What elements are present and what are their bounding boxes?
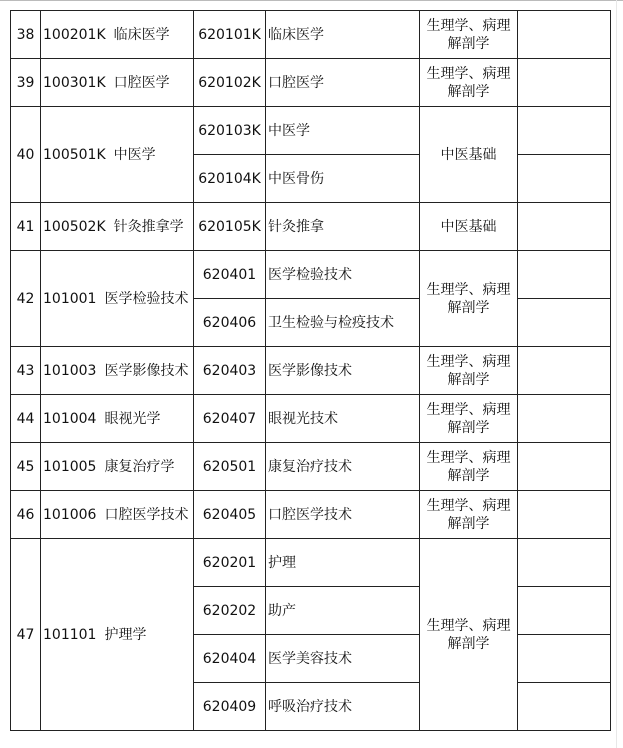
- table-row: [11, 395, 611, 443]
- exam-subject: 中医基础: [420, 203, 518, 251]
- row-number: 46: [11, 491, 41, 539]
- major-mapping-table: [10, 10, 611, 731]
- extra-empty-cell: [518, 539, 611, 587]
- table-row: [11, 107, 611, 155]
- new-major-name: 中医学: [266, 107, 420, 155]
- old-major-code: 100201K: [43, 26, 106, 43]
- extra-empty-cell: [518, 155, 611, 203]
- old-major-cell: [41, 347, 194, 395]
- new-major-code: 620406: [194, 299, 266, 347]
- new-major-code: 620409: [194, 683, 266, 731]
- table-row: [11, 443, 611, 491]
- new-major-code: 620404: [194, 635, 266, 683]
- old-major-cell: [41, 443, 194, 491]
- new-major-code: 620102K: [194, 59, 266, 107]
- new-major-code: 620202: [194, 587, 266, 635]
- exam-subject: 中医基础: [420, 107, 518, 203]
- row-number: 41: [11, 203, 41, 251]
- extra-empty-cell: [518, 59, 611, 107]
- new-major-name: 护理: [266, 539, 420, 587]
- old-major-code: 101006: [43, 506, 97, 523]
- old-major-cell: [41, 251, 194, 347]
- extra-empty-cell: [518, 443, 611, 491]
- old-major-name: 口腔医学: [113, 74, 170, 91]
- old-major-cell: [41, 491, 194, 539]
- old-major-name: 康复治疗学: [104, 458, 175, 475]
- new-major-name: 针灸推拿: [266, 203, 420, 251]
- new-major-code: 620101K: [194, 11, 266, 59]
- row-number: 39: [11, 59, 41, 107]
- new-major-code: 620103K: [194, 107, 266, 155]
- table-row: [11, 203, 611, 251]
- new-major-name: 医学美容技术: [266, 635, 420, 683]
- old-major-code: 101003: [43, 362, 97, 379]
- new-major-code: 620501: [194, 443, 266, 491]
- table-row: [11, 347, 611, 395]
- new-major-code: 620201: [194, 539, 266, 587]
- table-body: [11, 11, 611, 731]
- exam-subject: 生理学、病理解剖学: [420, 443, 518, 491]
- new-major-name: 呼吸治疗技术: [266, 683, 420, 731]
- new-major-code: 620405: [194, 491, 266, 539]
- row-number: 47: [11, 539, 41, 731]
- extra-empty-cell: [518, 203, 611, 251]
- old-major-code: 101004: [43, 410, 97, 427]
- extra-empty-cell: [518, 299, 611, 347]
- old-major-name: 临床医学: [113, 26, 170, 43]
- old-major-code: 101005: [43, 458, 97, 475]
- row-number: 38: [11, 11, 41, 59]
- extra-empty-cell: [518, 107, 611, 155]
- old-major-name: 护理学: [104, 626, 147, 643]
- old-major-cell: [41, 107, 194, 203]
- old-major-code: 100502K: [43, 218, 106, 235]
- old-major-name: 眼视光学: [104, 410, 161, 427]
- old-major-name: 针灸推拿学: [113, 218, 184, 235]
- table-row: [11, 539, 611, 587]
- old-major-name: 口腔医学技术: [104, 506, 189, 523]
- table-row: [11, 491, 611, 539]
- new-major-name: 助产: [266, 587, 420, 635]
- old-major-cell: [41, 59, 194, 107]
- exam-subject: 生理学、病理解剖学: [420, 395, 518, 443]
- new-major-code: 620104K: [194, 155, 266, 203]
- extra-empty-cell: [518, 635, 611, 683]
- table-row: [11, 59, 611, 107]
- extra-empty-cell: [518, 11, 611, 59]
- table-row: [11, 251, 611, 299]
- old-major-name: 中医学: [113, 146, 156, 163]
- new-major-code: 620105K: [194, 203, 266, 251]
- row-number: 45: [11, 443, 41, 491]
- old-major-cell: [41, 203, 194, 251]
- new-major-name: 眼视光技术: [266, 395, 420, 443]
- new-major-name: 卫生检验与检疫技术: [266, 299, 420, 347]
- old-major-cell: [41, 539, 194, 731]
- exam-subject: 生理学、病理解剖学: [420, 347, 518, 395]
- extra-empty-cell: [518, 491, 611, 539]
- exam-subject: 生理学、病理解剖学: [420, 59, 518, 107]
- extra-empty-cell: [518, 251, 611, 299]
- exam-subject: 生理学、病理解剖学: [420, 11, 518, 59]
- row-number: 40: [11, 107, 41, 203]
- new-major-name: 口腔医学技术: [266, 491, 420, 539]
- old-major-code: 100301K: [43, 74, 106, 91]
- new-major-name: 康复治疗技术: [266, 443, 420, 491]
- new-major-name: 口腔医学: [266, 59, 420, 107]
- new-major-code: 620403: [194, 347, 266, 395]
- new-major-code: 620401: [194, 251, 266, 299]
- row-number: 44: [11, 395, 41, 443]
- exam-subject: 生理学、病理解剖学: [420, 491, 518, 539]
- major-mapping-table-container: [10, 10, 610, 731]
- new-major-code: 620407: [194, 395, 266, 443]
- new-major-name: 医学检验技术: [266, 251, 420, 299]
- table-row: [11, 11, 611, 59]
- page-edge-line: [616, 0, 617, 748]
- new-major-name: 临床医学: [266, 11, 420, 59]
- exam-subject: 生理学、病理解剖学: [420, 539, 518, 731]
- extra-empty-cell: [518, 587, 611, 635]
- row-number: 43: [11, 347, 41, 395]
- old-major-name: 医学检验技术: [104, 290, 189, 307]
- old-major-code: 100501K: [43, 146, 106, 163]
- new-major-name: 中医骨伤: [266, 155, 420, 203]
- old-major-code: 101101: [43, 626, 97, 643]
- extra-empty-cell: [518, 347, 611, 395]
- old-major-name: 医学影像技术: [104, 362, 189, 379]
- extra-empty-cell: [518, 683, 611, 731]
- new-major-name: 医学影像技术: [266, 347, 420, 395]
- row-number: 42: [11, 251, 41, 347]
- extra-empty-cell: [518, 395, 611, 443]
- page-top-border: [0, 0, 623, 1]
- old-major-cell: [41, 11, 194, 59]
- old-major-cell: [41, 395, 194, 443]
- exam-subject: 生理学、病理解剖学: [420, 251, 518, 347]
- old-major-code: 101001: [43, 290, 97, 307]
